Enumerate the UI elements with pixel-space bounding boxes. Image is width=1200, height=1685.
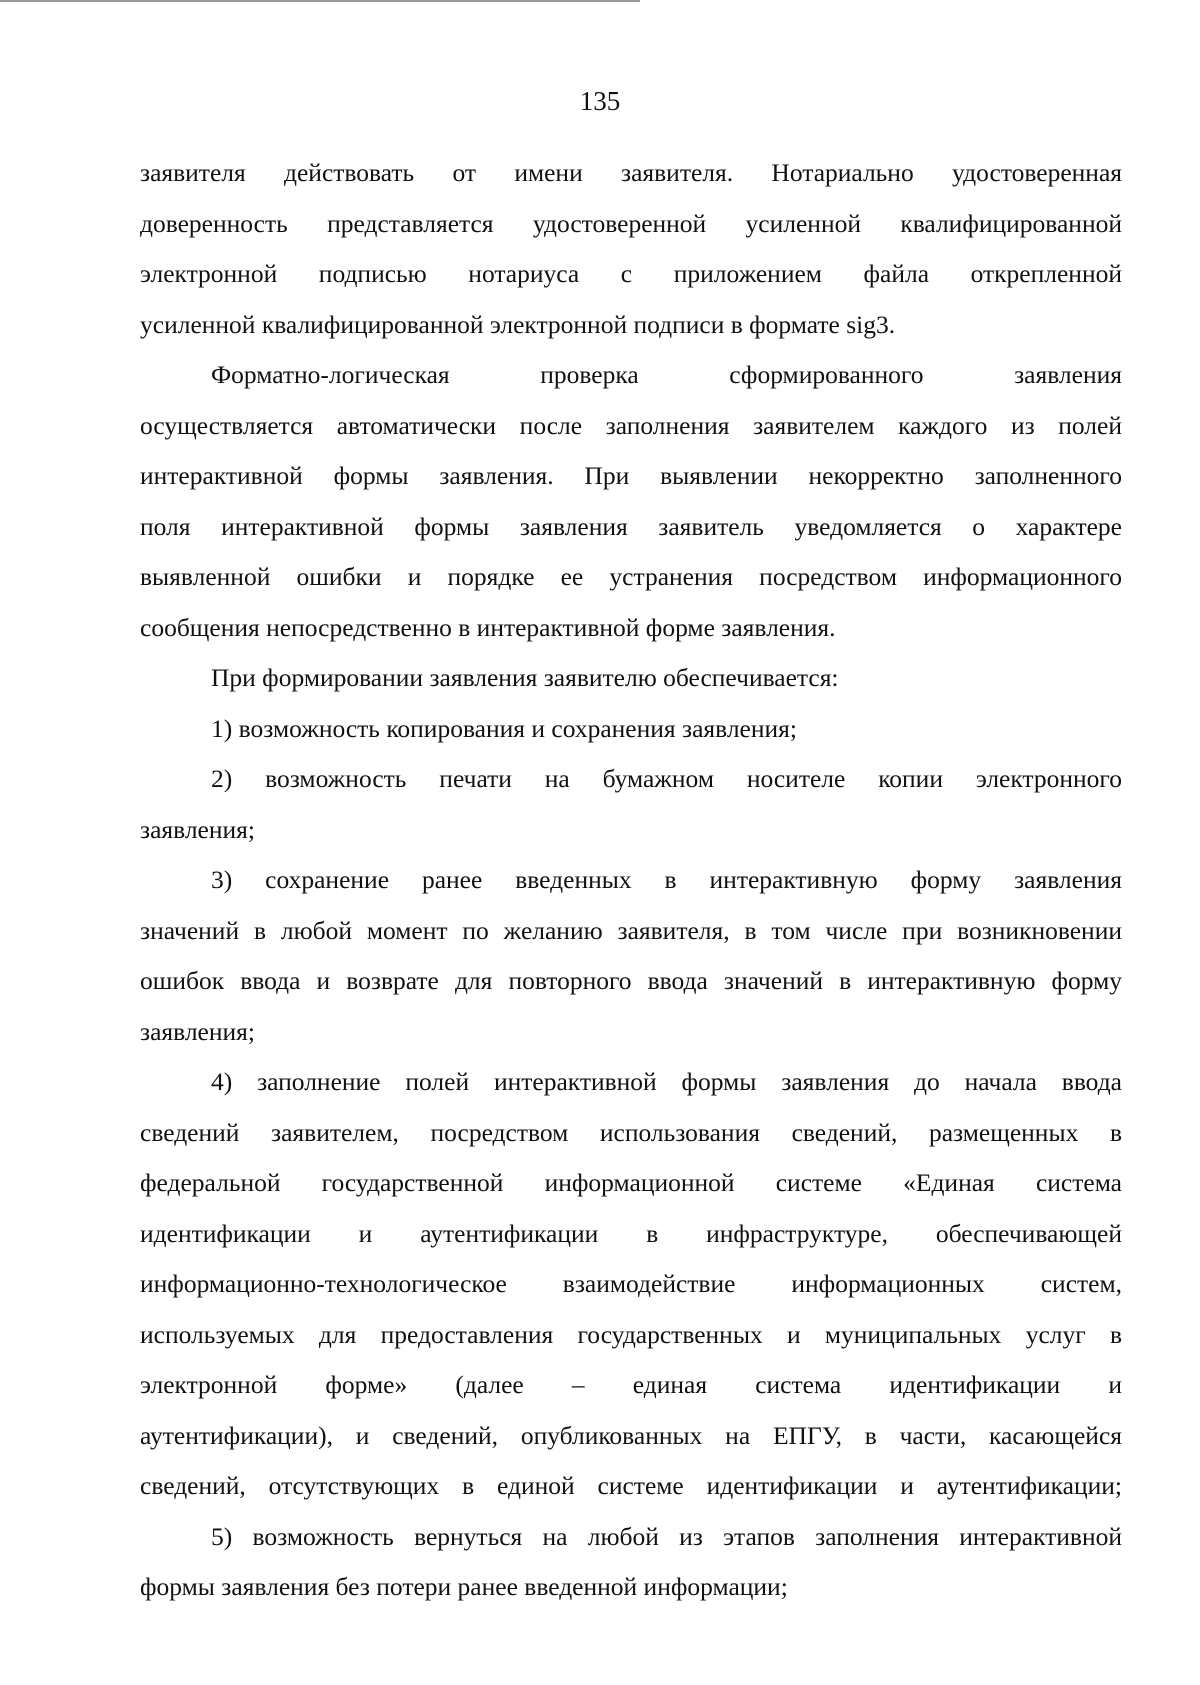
text-line: заявления; xyxy=(140,1016,255,1046)
scan-edge-line xyxy=(0,0,640,2)
text-line: осуществляется автоматически после заполнения заявителем каждого из полей xyxy=(140,410,1122,440)
text-line: доверенность представляется удостоверенной усиленной квалифицированной xyxy=(140,208,1122,238)
page-number: 135 xyxy=(579,86,621,116)
text-line: сообщения непосредственно в интерактивной форме заявления. xyxy=(140,612,836,642)
text-line: аутентификации), и сведений, опубликованных на ЕПГУ, в части, касающейся xyxy=(140,1420,1122,1450)
text-line: значений в любой момент по желанию заявителя, в том числе при возникновении xyxy=(140,915,1122,945)
text-line: 3) сохранение ранее введенных в интерактивную форму заявления xyxy=(211,865,1122,894)
text-line: выявленной ошибки и порядке ее устранения посредством информационного xyxy=(140,562,1122,591)
text-line: поля интерактивной формы заявления заявитель уведомляется о характере xyxy=(140,511,1122,541)
text-line: 1) возможность копирования и сохранения заявления; xyxy=(211,713,797,743)
body-text xyxy=(140,148,1122,1613)
text-line: 2) возможность печати на бумажном носителе копии электронного xyxy=(211,764,1122,793)
text-line: федеральной государственной информационной системе «Единая система xyxy=(140,1168,1122,1197)
text-line: формы заявления без потери ранее введенной информации; xyxy=(140,1572,788,1601)
text-line: 5) возможность вернуться на любой из этапов заполнения интерактивной xyxy=(211,1521,1122,1551)
text-line: информационно-технологическое взаимодействие информационных систем, xyxy=(140,1269,1122,1298)
text-line: сведений, отсутствующих в единой системе идентификации и аутентификации; xyxy=(140,1471,1122,1500)
text-line: электронной форме» (далее – единая система идентификации и xyxy=(140,1370,1122,1399)
text-line: ошибок ввода и возврате для повторного ввода значений в интерактивную форму xyxy=(140,966,1122,995)
text-line: 4) заполнение полей интерактивной формы заявления до начала ввода xyxy=(211,1067,1122,1096)
text-line: используемых для предоставления государственных и муниципальных услуг в xyxy=(140,1319,1122,1349)
text-line: При формировании заявления заявителю обеспечивается: xyxy=(211,663,839,692)
text-line: заявления; xyxy=(140,814,255,844)
text-line: Форматно-логическая проверка сформированного заявления xyxy=(211,360,1122,389)
text-line: усиленной квалифицированной электронной подписи в формате sig3. xyxy=(140,309,896,339)
text-line: интерактивной формы заявления. При выявлении некорректно заполненного xyxy=(140,461,1122,490)
text-line: сведений заявителем, посредством использования сведений, размещенных в xyxy=(140,1117,1122,1147)
text-line: заявителя действовать от имени заявителя. Нотариально удостоверенная xyxy=(140,158,1122,187)
text-line: идентификации и аутентификации в инфраструктуре, обеспечивающей xyxy=(140,1218,1122,1248)
text-line: электронной подписью нотариуса с приложением файла открепленной xyxy=(140,259,1122,288)
